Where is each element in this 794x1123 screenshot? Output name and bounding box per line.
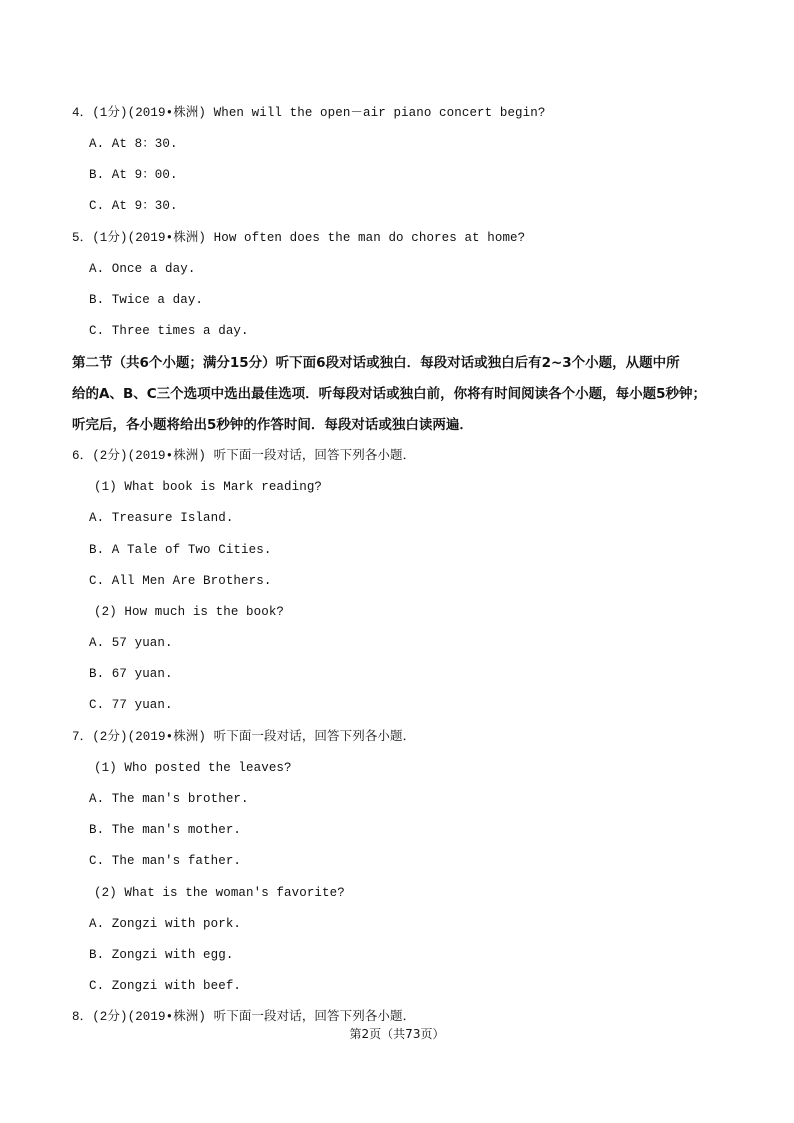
question-8-stem: 8．(2分)(2019•株洲) 听下面一段对话，回答下列各小题．	[72, 1010, 416, 1024]
question-6-sub-2-option-a: A. 57 yuan.	[89, 636, 173, 650]
section-2-instruction-line-3: 听完后，各小题将给出5秒钟的作答时间．每段对话或独白读两遍．	[72, 417, 473, 433]
question-6-sub-1-option-c: C. All Men Are Brothers.	[89, 574, 272, 588]
question-6-sub-2-stem: (2) How much is the book?	[94, 605, 285, 619]
question-5-option-c: C. Three times a day.	[89, 324, 249, 338]
question-6-stem: 6．(2分)(2019•株洲) 听下面一段对话，回答下列各小题．	[72, 449, 416, 463]
page-footer: 第2页（共73页）	[349, 1027, 445, 1041]
question-7-sub-2-option-b: B. Zongzi with egg.	[89, 948, 234, 962]
question-4-option-b: B. At 9：00.	[89, 168, 178, 182]
question-5-stem: 5．(1分)(2019•株洲) How often does the man do chores at home?	[72, 231, 526, 245]
section-2-instruction-line-2: 给的A、B、C三个选项中选出最佳选项．听每段对话或独白前，你将有时间阅读各个小题，每小题5秒钟；	[72, 386, 707, 402]
question-6-sub-1-option-a: A. Treasure Island.	[89, 511, 234, 525]
question-4-stem: 4．(1分)(2019•株洲) When will the open－air piano concert begin?	[72, 106, 546, 120]
question-7-sub-2-stem: (2) What is the woman's favorite?	[94, 886, 345, 900]
question-7-stem: 7．(2分)(2019•株洲) 听下面一段对话，回答下列各小题．	[72, 730, 416, 744]
question-7-sub-1-option-b: B. The man's mother.	[89, 823, 242, 837]
question-6-sub-1-option-b: B. A Tale of Two Cities.	[89, 543, 272, 557]
question-6-sub-2-option-c: C. 77 yuan.	[89, 698, 173, 712]
question-4-option-c: C. At 9：30.	[89, 199, 178, 213]
question-4-option-a: A. At 8：30.	[89, 137, 178, 151]
question-6-sub-2-option-b: B. 67 yuan.	[89, 667, 173, 681]
question-5-option-b: B. Twice a day.	[89, 293, 204, 307]
section-2-instruction-line-1: 第二节（共6个小题；满分15分）听下面6段对话或独白．每段对话或独白后有2~3个小题，从题中所	[72, 355, 680, 371]
question-7-sub-1-stem: (1) Who posted the leaves?	[94, 761, 292, 775]
question-7-sub-1-option-a: A. The man's brother.	[89, 792, 249, 806]
question-5-option-a: A. Once a day.	[89, 262, 196, 276]
question-7-sub-1-option-c: C. The man's father.	[89, 854, 242, 868]
question-6-sub-1-stem: (1) What book is Mark reading?	[94, 480, 323, 494]
question-7-sub-2-option-a: A. Zongzi with pork.	[89, 917, 242, 931]
question-7-sub-2-option-c: C. Zongzi with beef.	[89, 979, 242, 993]
